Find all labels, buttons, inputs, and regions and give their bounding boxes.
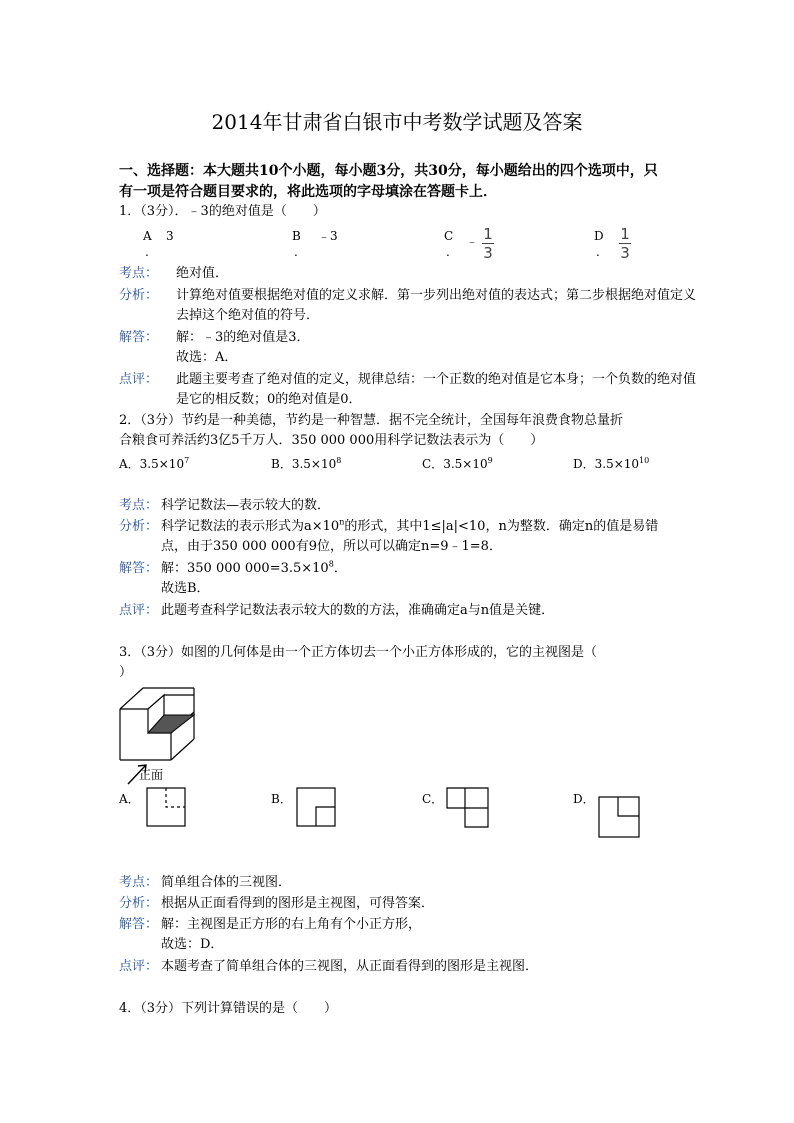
q2-jieda-part-b: ． [333,561,347,576]
q3-jieda-line-2: 故选：D． [161,937,224,952]
top-back-edge [120,688,194,709]
q3-option-d-letter: D． [573,792,595,806]
q1-option-c-denominator: 3 [483,244,493,262]
q2-option-b-letter: B． [271,457,292,471]
outer-square [599,797,639,837]
q3-stem-line-1: 3．（3分）如图的几何体是由一个正方体切去一个小正方体形成的，它的主视图是（ [119,645,598,660]
q3-kaodian-label: 考点： [119,875,159,890]
q2-jieda-part-a: 解：350 000 000=3.5×10 [161,561,329,576]
q2-option-c-exp: 9 [487,456,493,465]
q1-option-d-dot: . [596,245,600,259]
q2-option-b [271,456,341,472]
q3-dianping-label: 点评： [119,959,159,974]
q3-kaodian-text: 简单组合体的三视图． [161,875,292,890]
q2-fenxi-line-1 [161,517,658,537]
q3-option-a-letter: A． [119,792,140,806]
q3-fenxi-label: 分析： [119,896,159,911]
q1-fenxi-line-2: 去掉这个绝对值的符号． [176,308,320,323]
q3-jieda-label: 解答： [119,917,159,932]
q2-option-c-base: 3.5×10 [443,457,488,471]
q3-option-b-letter: B． [271,792,292,806]
q3-jieda-line-1: 解：主视图是正方形的右上角有个小正方形， [161,917,422,932]
q2-option-b-base: 3.5×10 [291,457,337,471]
q3-stem-line-2: ） [119,665,133,680]
q1-kaodian-label: 考点： [119,266,159,281]
q3-option-b-figure [296,787,336,827]
q2-fenxi-line-2: 点，由于350 000 000有9位，所以可以确定n=9﹣1=8． [161,539,502,554]
q1-option-d-letter: D [594,229,604,243]
q3-fenxi-text: 根据从正面看得到的图形是主视图，可得答案． [161,896,435,911]
section-heading-line-2: 有一项是符合题目要求的，将此选项的字母填涂在答题卡上． [119,184,497,200]
q1-dianping-label: 点评： [119,372,159,387]
q3-option-a-figure [146,787,186,827]
inner-square-edges [618,797,639,816]
q3-dianping-text: 本题考查了简单组合体的三视图，从正面看得到的图形是主视图． [161,959,539,974]
q1-jieda-line-2: 故选：A． [176,350,238,365]
q1-option-b-letter: B [292,229,301,243]
q2-stem-line-1: 2．（3分）节约是一种美德，节约是一种智慧．据不完全统计，全国每年浪费食物总量折 [119,413,624,428]
q2-fenxi-label: 分析： [119,519,159,534]
q2-kaodian-text: 科学记数法—表示较大的数． [161,498,331,513]
q1-option-c-sign: ﹣ [466,234,479,248]
q2-option-a [119,456,189,472]
q2-jieda-line-1 [161,559,347,579]
q2-stem-line-2: 合粮食可养活约3亿5千万人．350 000 000用科学记数法表示为（ ） [119,433,544,448]
q2-option-c-letter: C． [422,457,444,471]
q1-option-d-denominator: 3 [620,244,630,262]
bottom-right-edge [171,739,194,760]
q1-option-b-dot: . [294,245,298,259]
q1-jieda-line-1: 解：﹣3的绝对值是3． [176,330,310,345]
q2-option-c [422,456,493,472]
q3-front-label: 正面 [139,768,164,782]
q1-option-c-dot: . [446,245,450,259]
q2-option-a-exp: 7 [184,456,190,465]
q2-option-a-base: 3.5×10 [139,457,185,471]
page-title: 2014年甘肃省白银市中考数学试题及答案 [211,110,583,134]
q2-option-d-letter: D． [573,457,595,471]
q2-fenxi-sup: n [339,517,345,527]
q1-option-d-numerator: 1 [620,225,630,243]
q2-option-d-exp: 10 [639,456,650,465]
q1-stem: 1．（3分）．﹣3的绝对值是（ ） [119,204,326,219]
q1-option-a-value: 3 [166,229,174,243]
q1-option-c-letter: C [444,229,454,243]
q3-option-d-figure [598,796,642,840]
q2-option-b-exp: 8 [336,456,342,465]
q2-kaodian-label: 考点： [119,498,159,513]
section-heading-line-1: 一、选择题：本大题共10个小题，每小题3分，共30分，每小题给出的四个选项中，只 [119,163,658,179]
q1-dianping-line-2: 是它的相反数；0的绝对值是0． [176,392,362,407]
q1-fenxi-line-1: 计算绝对值要根据绝对值的定义求解．第一步列出绝对值的表达式；第二步根据绝对值定义 [176,288,697,303]
q1-option-c-numerator: 1 [483,225,493,243]
q2-option-a-letter: A． [119,457,140,471]
q2-fenxi-part-b: 的形式，其中1≤|a|<10，n为整数．确定n的值是易错 [344,519,659,534]
q2-fenxi-part-a: 科学记数法的表示形式为a×10 [161,519,340,534]
q2-jieda-line-2: 故选B． [161,581,210,596]
q1-option-a-dot: . [145,245,149,259]
q2-dianping-text: 此题考查科学记数法表示较大的数的方法，准确确定a与n值是关键． [161,603,555,618]
q1-option-a-letter: A [143,229,152,243]
cut-shaded-floor [148,715,194,733]
q1-dianping-line-1: 此题主要考查了绝对值的定义，规律总结：一个正数的绝对值是它本身；一个负数的绝对值 [176,372,697,387]
q1-option-d-fraction [619,226,631,261]
q2-option-d-base: 3.5×10 [594,457,640,471]
q3-option-c-letter: C． [422,792,444,806]
q1-option-b-value: ﹣3 [318,229,338,243]
inner-square-edges [316,807,335,826]
q1-fenxi-label: 分析： [119,288,159,303]
q2-jieda-label: 解答： [119,561,159,576]
q3-option-c-figure [446,787,490,829]
q1-option-c-fraction [482,226,494,261]
hidden-edges [166,788,185,807]
q2-dianping-label: 点评： [119,603,159,618]
q2-option-d [573,456,649,472]
q1-kaodian-text: 绝对值． [176,266,229,281]
q4-stem: 4．（3分）下列计算错误的是（ ） [119,1001,338,1016]
q1-jieda-label: 解答： [119,330,159,345]
cut-back-edges [148,695,164,715]
q2-jieda-sup: 8 [328,559,334,569]
